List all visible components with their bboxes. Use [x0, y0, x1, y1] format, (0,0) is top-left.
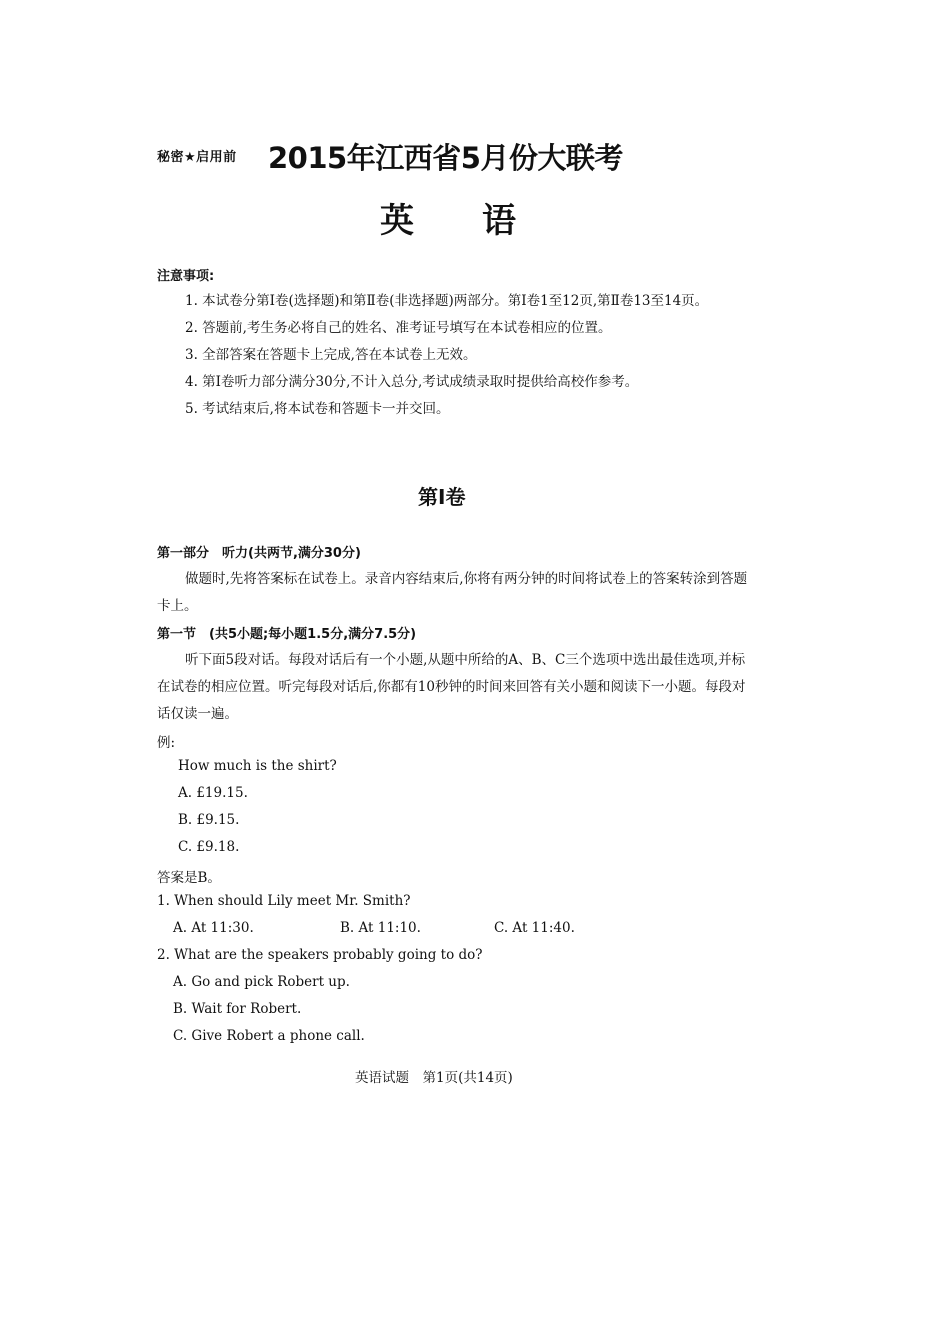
example-option: C. £9.18. — [178, 839, 240, 855]
notice-item: 3. 全部答案在答题卡上完成,答在本试卷上无效。 — [185, 347, 477, 363]
example-answer: 答案是B。 — [157, 870, 221, 886]
notice-item: 2. 答题前,考生务必将自己的姓名、准考证号填写在本试卷相应的位置。 — [185, 320, 612, 336]
part-instruction: 做题时,先将答案标在试卷上。录音内容结束后,你将有两分钟的时间将试卷上的答案转涂到答题卡上。 — [157, 571, 748, 614]
page-footer: 英语试题 第1页(共14页) — [355, 1070, 513, 1086]
question-option: C. At 11:40. — [494, 920, 575, 936]
confidential-label: 秘密★启用前 — [157, 150, 237, 165]
example-option: B. £9.15. — [178, 812, 240, 828]
notice-item: 5. 考试结束后,将本试卷和答题卡一并交回。 — [185, 401, 450, 417]
example-option: A. £19.15. — [178, 785, 248, 801]
notice-item: 1. 本试卷分第Ⅰ卷(选择题)和第Ⅱ卷(非选择题)两部分。第Ⅰ卷1至12页,第Ⅱ卷13至14页。 — [185, 293, 709, 309]
question-option: B. Wait for Robert. — [173, 1001, 302, 1017]
question-option: A. Go and pick Robert up. — [173, 974, 350, 990]
section-instruction: 听下面5段对话。每段对话后有一个小题,从题中所给的A、B、C三个选项中选出最佳选项,并标在试卷的相应位置。听完每段对话后,你都有10秒钟的时间来回答有关小题和阅读下一小题。每段对话仅读一遍。 — [157, 652, 746, 722]
example-label: 例: — [157, 735, 176, 751]
subject-title: 英语 — [380, 201, 584, 241]
exam-title: 2015年江西省5月份大联考 — [268, 141, 623, 175]
example-question: How much is the shirt? — [178, 758, 337, 774]
question-option: B. At 11:10. — [340, 920, 421, 936]
section-heading: 第一节 (共5小题;每小题1.5分,满分7.5分) — [157, 627, 417, 642]
question-stem: 2. What are the speakers probably going to do? — [157, 947, 483, 963]
notice-heading: 注意事项: — [157, 269, 215, 284]
part-heading: 第一部分 听力(共两节,满分30分) — [157, 546, 361, 561]
volume-heading: 第Ⅰ卷 — [418, 485, 466, 509]
question-stem: 1. When should Lily meet Mr. Smith? — [157, 893, 411, 909]
notice-item: 4. 第Ⅰ卷听力部分满分30分,不计入总分,考试成绩录取时提供给高校作参考。 — [185, 374, 639, 390]
question-option: C. Give Robert a phone call. — [173, 1028, 365, 1044]
notice-list — [157, 288, 757, 423]
question-option: A. At 11:30. — [173, 920, 254, 936]
